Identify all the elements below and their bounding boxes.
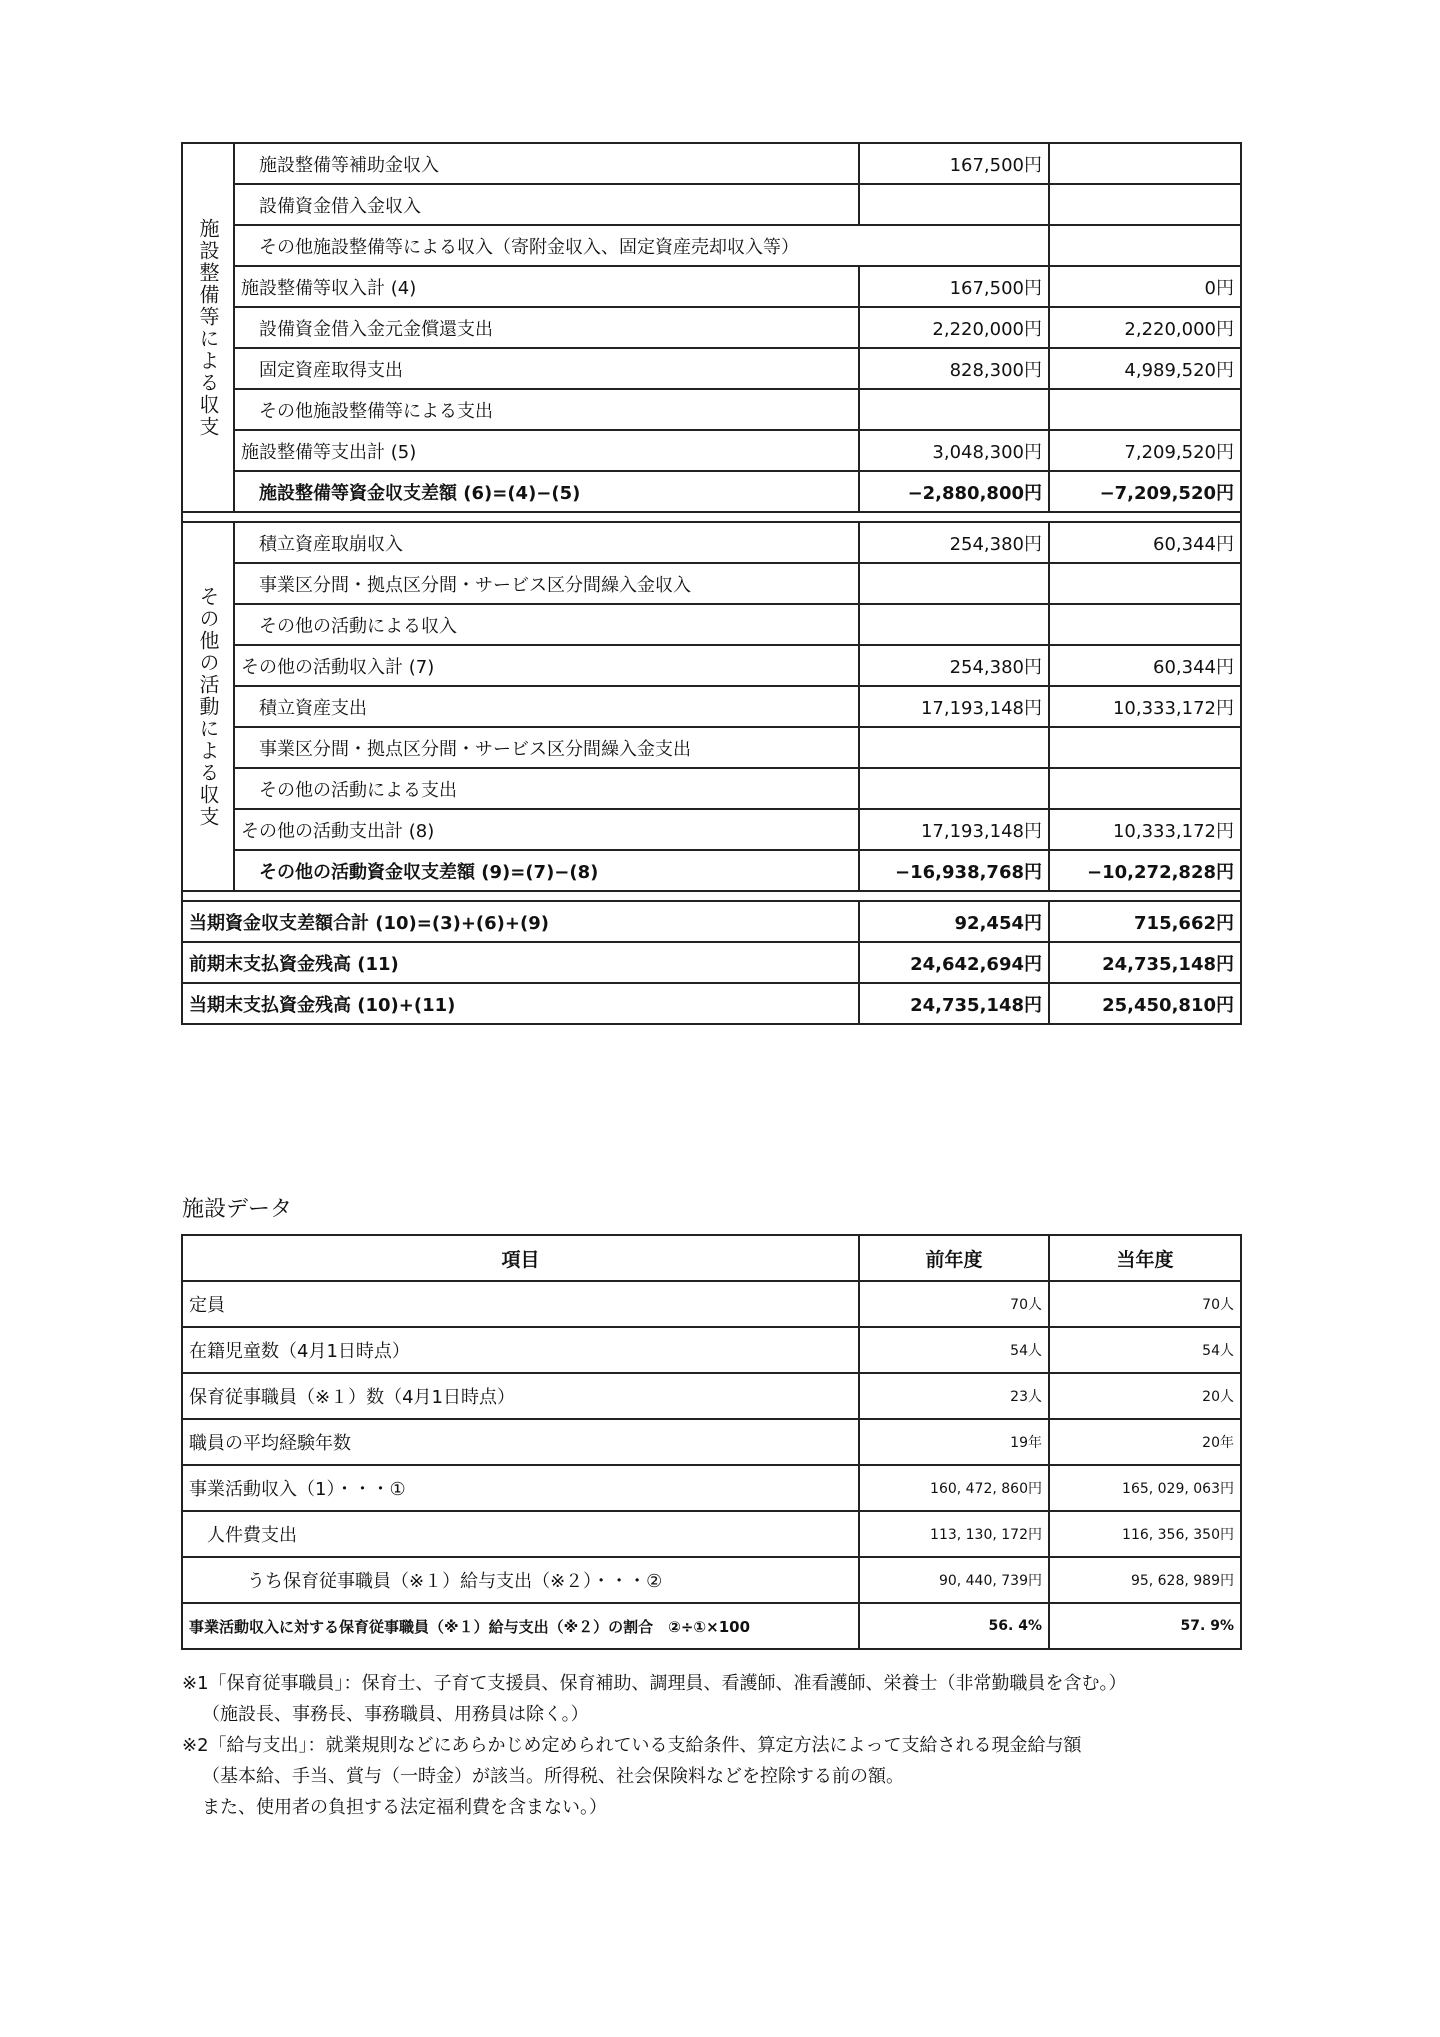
row-label: その他の活動収入計 (7): [234, 645, 859, 686]
curr-value: 20人: [1049, 1373, 1241, 1419]
row-label: その他の活動による収入: [234, 604, 859, 645]
prev-value: 167,500円: [859, 266, 1049, 307]
prev-value: 92,454円: [859, 901, 1049, 942]
prev-value: [859, 389, 1049, 430]
prev-value: 17,193,148円: [859, 809, 1049, 850]
curr-value: 116, 356, 350円: [1049, 1511, 1241, 1557]
table-row: [182, 1281, 1241, 1327]
table-row: [182, 645, 1241, 686]
curr-value: [1049, 768, 1241, 809]
footnote-1-detail: （施設長、事務長、事務職員、用務員は除く。）: [202, 1704, 589, 1725]
curr-value: 57. 9%: [1049, 1603, 1241, 1649]
row-label: その他の活動による支出: [234, 768, 859, 809]
section-label-facility: 施設整備等による収支: [182, 143, 234, 512]
row-label: 保育従事職員（※１）数（4月1日時点）: [182, 1373, 859, 1419]
row-label: 固定資産取得支出: [234, 348, 859, 389]
table-row: [182, 1557, 1241, 1603]
curr-value: −7,209,520円: [1049, 471, 1241, 512]
row-label: 事業区分間・拠点区分間・サービス区分間繰入金支出: [234, 727, 859, 768]
footnote-1: ※1「保育従事職員」：保育士、子育て支援員、保育補助、調理員、看護師、准看護師、栄養士（非常勤職員を含む。）: [182, 1673, 1127, 1694]
row-label: 積立資産取崩収入: [234, 522, 859, 563]
table-row: [182, 348, 1241, 389]
curr-value: [1049, 563, 1241, 604]
table-row: [182, 563, 1241, 604]
prev-value: 54人: [859, 1327, 1049, 1373]
table-row: [182, 522, 1241, 563]
prev-value: 254,380円: [859, 522, 1049, 563]
table-row: [182, 1373, 1241, 1419]
table-row: [182, 307, 1241, 348]
row-label: その他施設整備等による支出: [234, 389, 859, 430]
facility-data-title: 施設データ: [182, 1197, 293, 1222]
curr-value: 165, 029, 063円: [1049, 1465, 1241, 1511]
curr-value: 70人: [1049, 1281, 1241, 1327]
prev-value: 254,380円: [859, 645, 1049, 686]
prev-value: −2,880,800円: [859, 471, 1049, 512]
curr-value: [1049, 727, 1241, 768]
table-row: [182, 1327, 1241, 1373]
curr-value: [1049, 225, 1241, 266]
prev-value: 828,300円: [859, 348, 1049, 389]
row-label: その他の活動支出計 (8): [234, 809, 859, 850]
row-label: 施設整備等資金収支差額 (6)=(4)−(5): [234, 471, 859, 512]
curr-value: 715,662円: [1049, 901, 1241, 942]
total-label: 当期資金収支差額合計 (10)=(3)+(6)+(9): [182, 901, 859, 942]
curr-value: 25,450,810円: [1049, 983, 1241, 1024]
prev-value: [859, 184, 1049, 225]
curr-value: [1049, 184, 1241, 225]
table-row: [182, 471, 1241, 512]
curr-value: 2,220,000円: [1049, 307, 1241, 348]
prev-value: [859, 604, 1049, 645]
header-curr-year: 当年度: [1049, 1235, 1241, 1281]
curr-value: [1049, 389, 1241, 430]
table-header-row: [182, 1235, 1241, 1281]
curr-value: 0円: [1049, 266, 1241, 307]
footnote-2-detail: また、使用者の負担する法定福利費を含まない。）: [202, 1797, 607, 1818]
header-prev-year: 前年度: [859, 1235, 1049, 1281]
footnote-2-detail: （基本給、手当、賞与（一時金）が該当。所得税、社会保険料などを控除する前の額。: [202, 1766, 904, 1787]
prev-value: 2,220,000円: [859, 307, 1049, 348]
curr-value: 4,989,520円: [1049, 348, 1241, 389]
row-label: 人件費支出: [182, 1511, 859, 1557]
total-row: [182, 942, 1241, 983]
curr-value: [1049, 143, 1241, 184]
total-row: [182, 901, 1241, 942]
prev-value: 90, 440, 739円: [859, 1557, 1049, 1603]
row-label: 事業区分間・拠点区分間・サービス区分間繰入金収入: [234, 563, 859, 604]
prev-value: 167,500円: [859, 143, 1049, 184]
prev-value: 24,735,148円: [859, 983, 1049, 1024]
prev-value: 19年: [859, 1419, 1049, 1465]
prev-value: −16,938,768円: [859, 850, 1049, 891]
table-gap: [182, 512, 1241, 522]
prev-value: 56. 4%: [859, 1603, 1049, 1649]
table-row: [182, 686, 1241, 727]
cash-flow-table: [181, 142, 1242, 1025]
curr-value: 10,333,172円: [1049, 809, 1241, 850]
curr-value: [1049, 604, 1241, 645]
table-row: [182, 604, 1241, 645]
row-label: その他施設整備等による収入（寄附金収入、固定資産売却収入等）: [234, 225, 1049, 266]
curr-value: 24,735,148円: [1049, 942, 1241, 983]
curr-value: −10,272,828円: [1049, 850, 1241, 891]
prev-value: 160, 472, 860円: [859, 1465, 1049, 1511]
prev-value: 24,642,694円: [859, 942, 1049, 983]
table-row: [182, 430, 1241, 471]
curr-value: 7,209,520円: [1049, 430, 1241, 471]
row-label: 職員の平均経験年数: [182, 1419, 859, 1465]
row-label: 事業活動収入に対する保育従事職員（※１）給与支出（※２）の割合 ②÷①×100: [182, 1603, 859, 1649]
curr-value: 60,344円: [1049, 645, 1241, 686]
row-label: 施設整備等収入計 (4): [234, 266, 859, 307]
curr-value: 60,344円: [1049, 522, 1241, 563]
table-row: [182, 1419, 1241, 1465]
table-row: [182, 1603, 1241, 1649]
table-row: [182, 143, 1241, 184]
footnote-2: ※2「給与支出」：就業規則などにあらかじめ定められている支給条件、算定方法によって支給される現金給与額: [182, 1735, 1082, 1756]
table-row: [182, 389, 1241, 430]
row-label: 施設整備等補助金収入: [234, 143, 859, 184]
total-row: [182, 983, 1241, 1024]
prev-value: 70人: [859, 1281, 1049, 1327]
row-label: うち保育従事職員（※１）給与支出（※２）・・・②: [182, 1557, 859, 1603]
row-label: 施設整備等支出計 (5): [234, 430, 859, 471]
section-label-other: その他の活動による収支: [182, 522, 234, 891]
prev-value: 23人: [859, 1373, 1049, 1419]
table-row: [182, 266, 1241, 307]
prev-value: [859, 727, 1049, 768]
header-item: 項目: [182, 1235, 859, 1281]
table-row: [182, 184, 1241, 225]
table-row: [182, 850, 1241, 891]
facility-data-table: [181, 1234, 1242, 1650]
prev-value: 113, 130, 172円: [859, 1511, 1049, 1557]
table-row: [182, 809, 1241, 850]
prev-value: [859, 563, 1049, 604]
table-row: [182, 768, 1241, 809]
row-label: 在籍児童数（4月1日時点）: [182, 1327, 859, 1373]
row-label: 設備資金借入金元金償還支出: [234, 307, 859, 348]
curr-value: 20年: [1049, 1419, 1241, 1465]
row-label: その他の活動資金収支差額 (9)=(7)−(8): [234, 850, 859, 891]
row-label: 設備資金借入金収入: [234, 184, 859, 225]
footnotes: [182, 1668, 1127, 1823]
curr-value: 54人: [1049, 1327, 1241, 1373]
total-label: 前期末支払資金残高 (11): [182, 942, 859, 983]
table-row: [182, 1511, 1241, 1557]
curr-value: 95, 628, 989円: [1049, 1557, 1241, 1603]
row-label: 事業活動収入（1）・・・①: [182, 1465, 859, 1511]
curr-value: 10,333,172円: [1049, 686, 1241, 727]
table-row: [182, 225, 1241, 266]
total-label: 当期末支払資金残高 (10)+(11): [182, 983, 859, 1024]
prev-value: 17,193,148円: [859, 686, 1049, 727]
table-row: [182, 1465, 1241, 1511]
table-row: [182, 727, 1241, 768]
row-label: 積立資産支出: [234, 686, 859, 727]
table-gap: [182, 891, 1241, 901]
prev-value: 3,048,300円: [859, 430, 1049, 471]
row-label: 定員: [182, 1281, 859, 1327]
prev-value: [859, 768, 1049, 809]
